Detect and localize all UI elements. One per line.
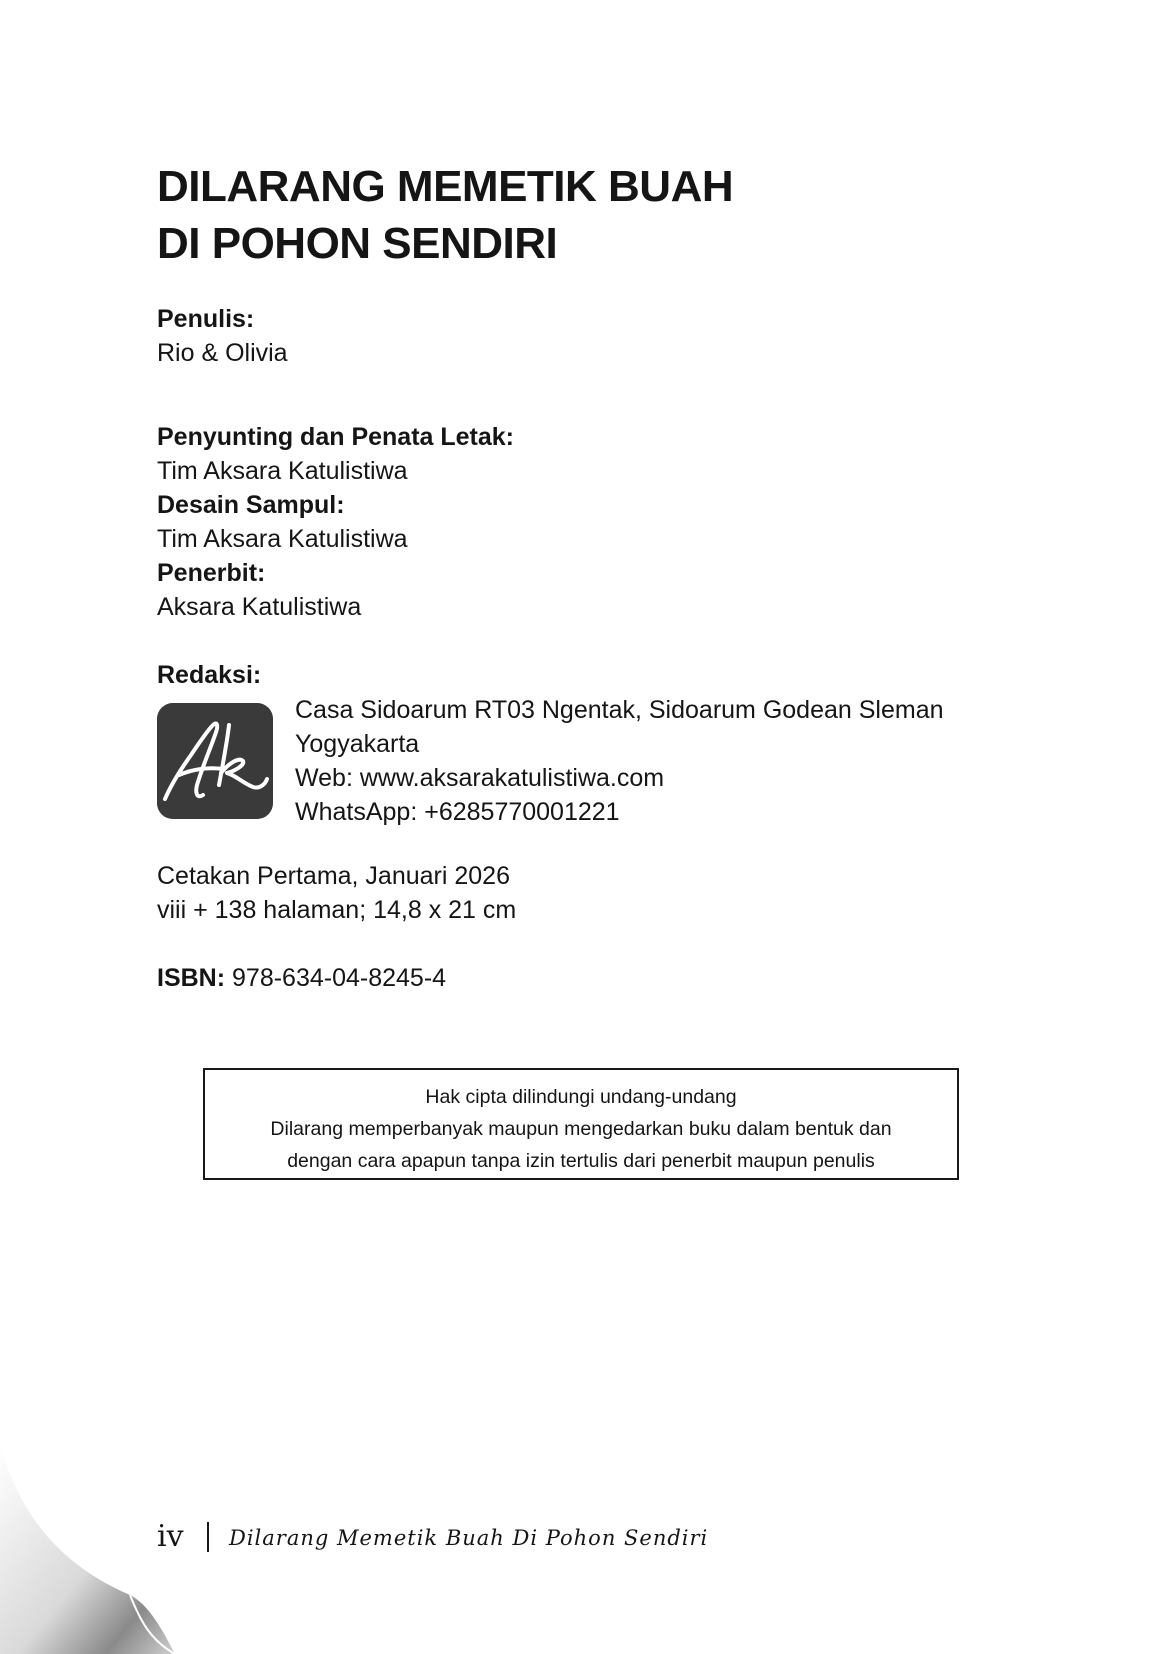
running-title: Dilarang Memetik Buah Di Pohon Sendiri [229, 1526, 709, 1550]
print-info [157, 859, 516, 927]
editor-name: Tim Aksara Katulistiwa [157, 457, 408, 485]
edition-line: Cetakan Pertama, Januari 2026 [157, 862, 510, 890]
book-title-line-1: DILARANG MEMETIK BUAH [157, 162, 734, 211]
publisher-contact [295, 693, 944, 829]
publisher-label: Penerbit: [157, 559, 266, 587]
publisher-name: Aksara Katulistiwa [157, 593, 362, 621]
website-line: Web: www.aksarakatulistiwa.com [295, 764, 665, 792]
book-title [157, 158, 733, 272]
isbn-value: 978-634-04-8245-4 [225, 964, 447, 992]
footer-divider [207, 1522, 209, 1552]
editor-label: Penyunting dan Penata Letak: [157, 423, 515, 451]
isbn-line [157, 961, 446, 995]
cover-design-name: Tim Aksara Katulistiwa [157, 525, 408, 553]
isbn-label: ISBN: [157, 964, 226, 992]
author-label: Penulis: [157, 305, 255, 333]
copyright-line-2: Dilarang memperbanyak maupun mengedarkan buku dalam bentuk dan [270, 1118, 892, 1140]
page-footer [157, 1517, 857, 1557]
book-title-line-2: DI POHON SENDIRI [157, 219, 558, 268]
copyright-line-3: dengan cara apapun tanpa izin tertulis dari penerbit maupun penulis [287, 1150, 875, 1172]
redaksi-label: Redaksi: [157, 661, 262, 689]
copyright-notice-box [203, 1068, 959, 1180]
whatsapp-line: WhatsApp: +6285770001221 [295, 798, 620, 826]
author-name: Rio & Olivia [157, 339, 288, 367]
staff-section [157, 420, 1057, 624]
address-line-2: Yogyakarta [295, 730, 420, 758]
address-line-1: Casa Sidoarum RT03 Ngentak, Sidoarum Godean Sleman [295, 696, 944, 724]
redaksi-section [157, 658, 1057, 826]
author-section [157, 302, 1057, 370]
publisher-logo [157, 703, 273, 819]
page-number: iv [157, 1519, 184, 1554]
pages-line: viii + 138 halaman; 14,8 x 21 cm [157, 896, 517, 924]
cover-design-label: Desain Sampul: [157, 491, 345, 519]
copyright-line-1: Hak cipta dilindungi undang-undang [425, 1086, 737, 1108]
